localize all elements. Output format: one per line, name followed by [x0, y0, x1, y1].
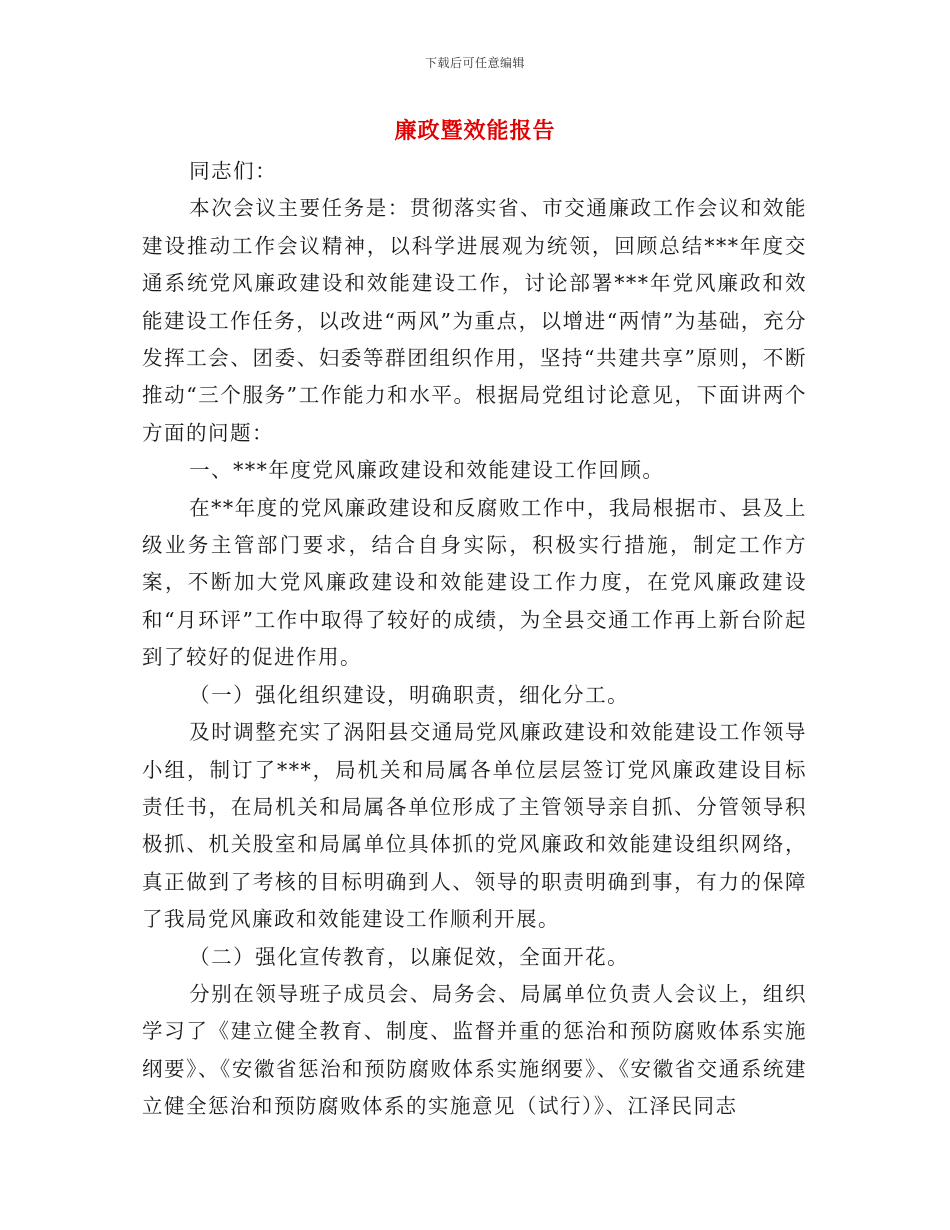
body-paragraph: 及时调整充实了涡阳县交通局党风廉政建设和效能建设工作领导小组，制订了***，局机关和局属各单位层层签订党风廉政建设目标责任书，在局机关和局属各单位形成了主管领导亲自抓、分管领导积极抓、机关股室和局属单位具体抓的党风廉政和效能建设组织网络，真正做到了考核的目标明确到人、领导的职责明确到事，有力的保障了我局党风廉政和效能建设工作顺利开展。 [142, 720, 807, 932]
body-paragraph: 分别在领导班子成员会、局务会、局属单位负责人会议上，组织学习了《建立健全教育、制度、监督并重的惩治和预防腐败体系实施纲要》、《安徽省惩治和预防腐败体系实施纲要》、《安徽省交通系统建立健全惩治和预防腐败体系的实施意见（试行）》、江泽民同志 [142, 981, 807, 1119]
document-body [142, 153, 807, 1126]
subsection-heading: （二）强化宣传教育，以廉促效，全面开花。 [189, 944, 630, 969]
intro-paragraph: 本次会议主要任务是：贯彻落实省、市交通廉政工作会议和效能建设推动工作会议精神，以科学进展观为统领，回顾总结***年度交通系统党风廉政建设和效能建设工作，讨论部署***年党风廉政和效能建设工作任务，以改进“两风”为重点，以增进“两情”为基础，充分发挥工会、团委、妇委等群团组织作用，坚持“共建共享”原则，不断推动“三个服务”工作能力和水平。根据局党组讨论意见，下面讲两个方面的问题： [142, 196, 807, 445]
document-title: 廉政暨效能报告 [394, 118, 556, 144]
body-paragraph: 在**年度的党风廉政建设和反腐败工作中，我局根据市、县及上级业务主管部门要求，结合自身实际，积极实行措施，制定工作方案，不断加大党风廉政建设和效能建设工作力度，在党风廉政建设和“月环评”工作中取得了较好的成绩，为全县交通工作再上新台阶起到了较好的促进作用。 [142, 495, 807, 670]
page-header-note: 下载后可任意编辑 [424, 56, 525, 70]
section-heading: 一、***年度党风廉政建设和效能建设工作回顾。 [189, 458, 665, 483]
subsection-heading: （一）强化组织建设，明确职责，细化分工。 [189, 682, 630, 707]
salutation: 同志们： [189, 159, 278, 183]
